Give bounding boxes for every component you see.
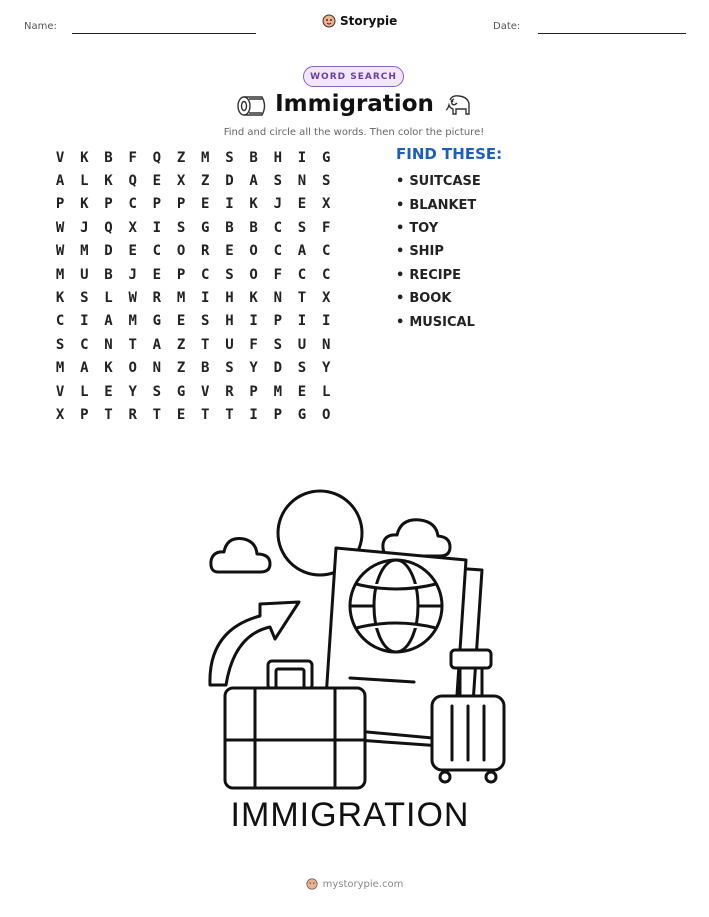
word-list-item: • MUSICAL xyxy=(396,310,481,333)
grid-cell[interactable]: D xyxy=(273,360,282,377)
grid-cell[interactable]: B xyxy=(104,149,113,166)
grid-cell[interactable]: Q xyxy=(128,173,137,190)
grid-cell[interactable]: C xyxy=(128,196,137,213)
grid-cell[interactable]: M xyxy=(201,149,210,166)
grid-cell[interactable]: M xyxy=(80,243,89,260)
grid-cell[interactable]: D xyxy=(104,243,113,260)
grid-cell[interactable]: S xyxy=(176,219,186,236)
grid-cell[interactable]: O xyxy=(249,266,258,283)
grid-cell[interactable]: R xyxy=(128,406,137,423)
grid-cell[interactable]: B xyxy=(249,149,258,166)
find-these-heading: FIND THESE: xyxy=(396,145,503,163)
word-list-item: • SHIP xyxy=(396,240,481,263)
grid-cell[interactable]: A xyxy=(104,313,113,330)
grid-cell[interactable]: C xyxy=(321,243,331,260)
grid-cell[interactable]: K xyxy=(249,290,258,307)
grid-cell[interactable]: M xyxy=(128,313,137,330)
grid-cell[interactable]: P xyxy=(176,196,186,213)
grid-cell[interactable]: T xyxy=(225,406,234,423)
grid-cell[interactable]: S xyxy=(297,360,307,377)
grid-cell[interactable]: W xyxy=(55,219,65,236)
grid-cell[interactable]: T xyxy=(297,290,307,307)
grid-cell[interactable]: I xyxy=(201,290,210,307)
grid-cell[interactable]: F xyxy=(249,336,258,353)
grid-cell[interactable]: M xyxy=(55,266,65,283)
grid-cell[interactable]: P xyxy=(104,196,113,213)
grid-cell[interactable]: Y xyxy=(321,360,331,377)
grid-cell[interactable]: S xyxy=(225,149,234,166)
grid-cell[interactable]: C xyxy=(273,243,282,260)
grid-cell[interactable]: C xyxy=(297,266,307,283)
grid-cell[interactable]: P xyxy=(80,406,89,423)
storypie-mascot-icon xyxy=(306,878,318,890)
grid-cell[interactable]: M xyxy=(176,290,186,307)
grid-cell[interactable]: L xyxy=(80,173,89,190)
grid-cell[interactable]: E xyxy=(152,266,162,283)
grid-cell[interactable]: Q xyxy=(104,219,113,236)
grid-cell[interactable]: B xyxy=(249,219,258,236)
grid-cell[interactable]: P xyxy=(152,196,162,213)
grid-cell[interactable]: L xyxy=(321,383,331,400)
grid-cell[interactable]: A xyxy=(55,173,65,190)
grid-cell[interactable]: I xyxy=(297,149,307,166)
logo-text: Storypie xyxy=(340,14,398,28)
name-line[interactable] xyxy=(72,33,256,34)
grid-cell[interactable]: E xyxy=(104,383,113,400)
grid-cell[interactable]: R xyxy=(152,290,162,307)
grid-cell[interactable]: Z xyxy=(176,360,186,377)
grid-cell[interactable]: I xyxy=(297,313,307,330)
grid-cell[interactable]: E xyxy=(128,243,137,260)
grid-cell[interactable]: K xyxy=(249,196,258,213)
grid-cell[interactable]: S xyxy=(321,173,331,190)
grid-cell[interactable]: J xyxy=(128,266,137,283)
grid-cell[interactable]: A xyxy=(249,173,258,190)
grid-cell[interactable]: P xyxy=(273,313,282,330)
grid-cell[interactable]: I xyxy=(321,313,331,330)
grid-cell[interactable]: S xyxy=(152,383,162,400)
grid-cell[interactable]: F xyxy=(128,149,137,166)
elephant-icon xyxy=(442,94,472,118)
grid-cell[interactable]: Z xyxy=(176,149,186,166)
grid-cell[interactable]: I xyxy=(249,406,258,423)
grid-cell[interactable]: K xyxy=(104,173,113,190)
grid-cell[interactable]: G xyxy=(321,149,331,166)
grid-cell[interactable]: Y xyxy=(249,360,258,377)
grid-cell[interactable]: W xyxy=(55,243,65,260)
grid-cell[interactable]: V xyxy=(55,149,65,166)
grid-cell[interactable]: N xyxy=(297,173,307,190)
grid-cell[interactable]: A xyxy=(297,243,307,260)
grid-cell[interactable]: P xyxy=(273,406,282,423)
grid-cell[interactable]: O xyxy=(249,243,258,260)
grid-cell[interactable]: N xyxy=(152,360,162,377)
grid-cell[interactable]: I xyxy=(80,313,89,330)
grid-cell[interactable]: C xyxy=(55,313,65,330)
grid-cell[interactable]: V xyxy=(55,383,65,400)
grid-cell[interactable]: E xyxy=(225,243,234,260)
letter-grid xyxy=(48,146,338,427)
grid-cell[interactable]: C xyxy=(80,336,89,353)
grid-cell[interactable]: S xyxy=(80,290,89,307)
grid-cell[interactable]: H xyxy=(225,290,234,307)
word-list-item: • BLANKET xyxy=(396,193,481,216)
grid-cell[interactable]: O xyxy=(128,360,137,377)
grid-cell[interactable]: X xyxy=(321,290,331,307)
grid-cell[interactable]: E xyxy=(152,173,162,190)
word-search-badge: WORD SEARCH xyxy=(303,66,404,87)
grid-cell[interactable]: E xyxy=(176,313,186,330)
grid-cell[interactable]: S xyxy=(225,360,234,377)
grid-cell[interactable]: G xyxy=(152,313,162,330)
grid-cell[interactable]: T xyxy=(128,336,137,353)
grid-cell[interactable]: I xyxy=(225,196,234,213)
word-list-item: • TOY xyxy=(396,217,481,240)
grid-cell[interactable]: P xyxy=(249,383,258,400)
grid-cell[interactable]: T xyxy=(104,406,113,423)
grid-cell[interactable]: V xyxy=(201,383,210,400)
grid-cell[interactable]: X xyxy=(321,196,331,213)
grid-cell[interactable]: R xyxy=(225,383,234,400)
logo xyxy=(322,14,397,28)
grid-cell[interactable]: Y xyxy=(128,383,137,400)
page-title: Immigration xyxy=(275,91,434,117)
grid-cell[interactable]: C xyxy=(152,243,162,260)
picture-caption: IMMIGRATION xyxy=(230,796,470,833)
grid-cell[interactable]: J xyxy=(273,196,282,213)
grid-cell[interactable]: L xyxy=(80,383,89,400)
grid-cell[interactable]: X xyxy=(128,219,137,236)
grid-cell[interactable]: R xyxy=(201,243,210,260)
grid-cell[interactable]: S xyxy=(273,336,282,353)
grid-cell[interactable]: E xyxy=(176,406,186,423)
grid-cell[interactable]: Z xyxy=(201,173,210,190)
grid-cell[interactable]: Z xyxy=(176,336,186,353)
grid-cell[interactable]: K xyxy=(80,196,89,213)
grid-cell[interactable]: G xyxy=(201,219,210,236)
footer xyxy=(0,878,709,890)
grid-cell[interactable]: J xyxy=(80,219,89,236)
grid-cell[interactable]: U xyxy=(225,336,234,353)
date-label: Date: xyxy=(493,21,521,32)
grid-cell[interactable]: I xyxy=(249,313,258,330)
storypie-mascot-icon xyxy=(322,14,336,28)
grid-cell[interactable]: S xyxy=(201,313,210,330)
word-list-item: • SUITCASE xyxy=(396,170,481,193)
grid-cell[interactable]: I xyxy=(152,219,162,236)
grid-cell[interactable]: M xyxy=(55,360,65,377)
grid-cell[interactable]: E xyxy=(297,196,307,213)
grid-cell[interactable]: T xyxy=(201,336,210,353)
grid-cell[interactable]: U xyxy=(297,336,307,353)
grid-cell[interactable]: H xyxy=(225,313,234,330)
grid-cell[interactable]: A xyxy=(80,360,89,377)
grid-cell[interactable]: G xyxy=(176,383,186,400)
immigration-illustration xyxy=(200,488,510,833)
word-list xyxy=(396,170,481,334)
grid-cell[interactable]: O xyxy=(176,243,186,260)
grid-cell[interactable]: F xyxy=(273,266,282,283)
grid-cell[interactable]: N xyxy=(104,336,113,353)
grid-cell[interactable]: E xyxy=(201,196,210,213)
name-label: Name: xyxy=(24,21,57,32)
grid-cell[interactable]: B xyxy=(104,266,113,283)
grid-cell[interactable]: N xyxy=(321,336,331,353)
grid-cell[interactable]: K xyxy=(104,360,113,377)
cloud-right-icon xyxy=(383,520,450,556)
grid-cell[interactable]: W xyxy=(128,290,137,307)
grid-cell[interactable]: M xyxy=(273,383,282,400)
grid-cell[interactable]: X xyxy=(55,406,65,423)
grid-cell[interactable]: F xyxy=(321,219,331,236)
grid-cell[interactable]: C xyxy=(273,219,282,236)
grid-cell[interactable]: X xyxy=(176,173,186,190)
grid-cell[interactable]: N xyxy=(273,290,282,307)
footer-url[interactable]: mystorypie.com xyxy=(322,878,404,890)
grid-cell[interactable]: C xyxy=(201,266,210,283)
grid-cell[interactable]: D xyxy=(225,173,234,190)
word-list-item: • BOOK xyxy=(396,287,481,310)
grid-cell[interactable]: T xyxy=(152,406,162,423)
word-list-item: • RECIPE xyxy=(396,264,481,287)
grid-cell[interactable]: P xyxy=(55,196,65,213)
grid-cell[interactable]: E xyxy=(297,383,307,400)
grid-cell[interactable]: S xyxy=(297,219,307,236)
grid-cell[interactable]: U xyxy=(80,266,89,283)
grid-cell[interactable]: S xyxy=(273,173,282,190)
grid-cell[interactable]: B xyxy=(201,360,210,377)
instructions: Find and circle all the words. Then color the picture! xyxy=(223,127,485,138)
grid-cell[interactable]: C xyxy=(321,266,331,283)
grid-cell[interactable]: B xyxy=(225,219,234,236)
grid-cell[interactable]: A xyxy=(152,336,162,353)
grid-cell[interactable]: Q xyxy=(152,149,162,166)
grid-cell[interactable]: S xyxy=(225,266,234,283)
grid-cell[interactable]: H xyxy=(273,149,282,166)
grid-cell[interactable]: P xyxy=(176,266,186,283)
grid-cell[interactable]: K xyxy=(80,149,89,166)
cloud-left-icon xyxy=(211,539,270,572)
grid-cell[interactable]: O xyxy=(321,406,331,423)
grid-cell[interactable]: T xyxy=(201,406,210,423)
grid-cell[interactable]: S xyxy=(55,336,65,353)
grid-cell[interactable]: G xyxy=(297,406,307,423)
grid-cell[interactable]: L xyxy=(104,290,113,307)
grid-cell[interactable]: K xyxy=(55,290,65,307)
date-line[interactable] xyxy=(538,33,686,34)
